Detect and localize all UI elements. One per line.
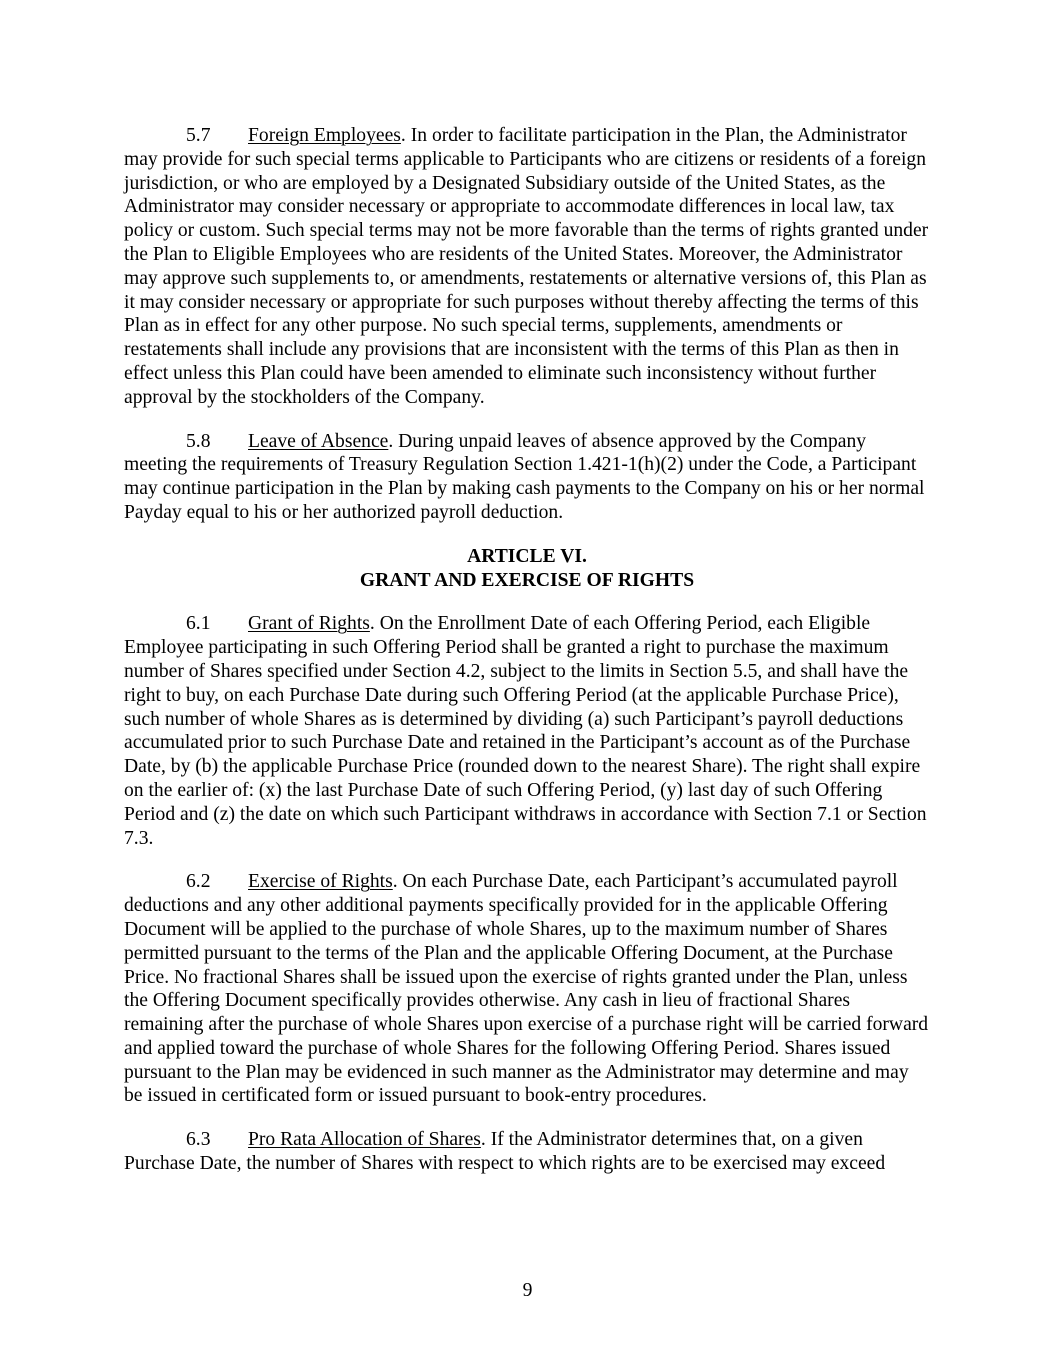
- section-6-3: [124, 1128, 930, 1176]
- section-body: . During unpaid leaves of absence approved by the Company meeting the requirements of Treasury Regulation Section 1.421-1(h)(2) under the Code, a Participant may continue participation in the Plan by making cash payments to the Company on his or her normal Payday equal to his or her authorized payroll deduction.: [124, 430, 925, 523]
- section-heading: Foreign Employees: [248, 125, 401, 146]
- section-number: 6.3: [186, 1129, 211, 1151]
- section-number: 6.1: [186, 613, 211, 635]
- section-6-1: [124, 612, 930, 850]
- section-heading: Exercise of Rights: [248, 871, 393, 893]
- section-number: 6.2: [186, 871, 211, 893]
- section-5-8: [124, 430, 930, 525]
- page-number: 9: [522, 1280, 533, 1301]
- section-number: 5.7: [186, 125, 211, 146]
- section-body: . On each Purchase Date, each Participant’s accumulated payroll deductions and any other additional payments specifically provided for in the applicable Offering Document will be applied to the purchase of whole Shares, up to the maximum number of Shares permitted pursuant to the terms of the Plan and the applicable Offering Document, at the Purchase Price. No fractional Shares shall be issued upon the exercise of rights granted under the Plan, unless the Offering Document specifically provides otherwise. Any cash in lieu of fractional Shares remaining after the purchase of whole Shares upon exercise of a purchase right will be carried forward and applied toward the purchase of whole Shares for the following Offering Period. Shares issued pursuant to the Plan may be evidenced in such manner as the Administrator may determine and may be issued in certificated form or issued pursuant to book-entry procedures.: [124, 871, 929, 1107]
- article-header: [124, 545, 930, 593]
- section-heading: Leave of Absence: [248, 430, 389, 452]
- section-6-2: [124, 870, 930, 1108]
- document-page: [124, 124, 930, 1196]
- section-heading: Pro Rata Allocation of Shares: [248, 1129, 481, 1151]
- section-body: . On the Enrollment Date of each Offering Period, each Eligible Employee participating in such Offering Period shall be granted a right to purchase the maximum number of Shares specified under Section 4.2, subject to the limits in Section 5.5, and shall have the right to buy, on each Purchase Date during such Offering Period (at the applicable Purchase Price), such number of whole Shares as is determined by dividing (a) such Participant’s payroll deductions accumulated prior to such Purchase Date and retained in the Participant’s account as of the Purchase Date, by (b) the applicable Purchase Price (rounded down to the nearest Share). The right shall expire on the earlier of: (x) the last Purchase Date of such Offering Period, (y) last day of such Offering Period and (z) the date on which such Participant withdraws in accordance with Section 7.1 or Section 7.3.: [124, 613, 927, 849]
- article-title: ARTICLE VI.: [467, 545, 587, 567]
- section-number: 5.8: [186, 430, 211, 452]
- section-5-7: [124, 124, 930, 410]
- article-subtitle: GRANT AND EXERCISE OF RIGHTS: [359, 569, 695, 591]
- section-body: . In order to facilitate participation in the Plan, the Administrator may provide for such special terms applicable to Participants who are citizens or residents of a foreign jurisdiction, or who are employed by a Designated Subsidiary outside of the United States, as the Administrator may consider necessary or appropriate to accommodate differences in local law, tax policy or custom. Such special terms may not be more favorable than the terms of rights granted under the Plan to Eligible Employees who are residents of the United States. Moreover, the Administrator may approve such supplements to, or amendments, restatements or alternative versions of, this Plan as it may consider necessary or appropriate for such purposes without thereby affecting the terms of this Plan as in effect for any other purpose. No such special terms, supplements, amendments or restatements shall include any provisions that are inconsistent with the terms of this Plan as then in effect unless this Plan could have been amended to eliminate such inconsistency without further approval by the stockholders of the Company.: [124, 125, 929, 408]
- section-heading: Grant of Rights: [248, 613, 370, 635]
- section-body: . If the Administrator determines that, on a given Purchase Date, the number of Shares with respect to which rights are to be exercised may exceed: [124, 1129, 886, 1175]
